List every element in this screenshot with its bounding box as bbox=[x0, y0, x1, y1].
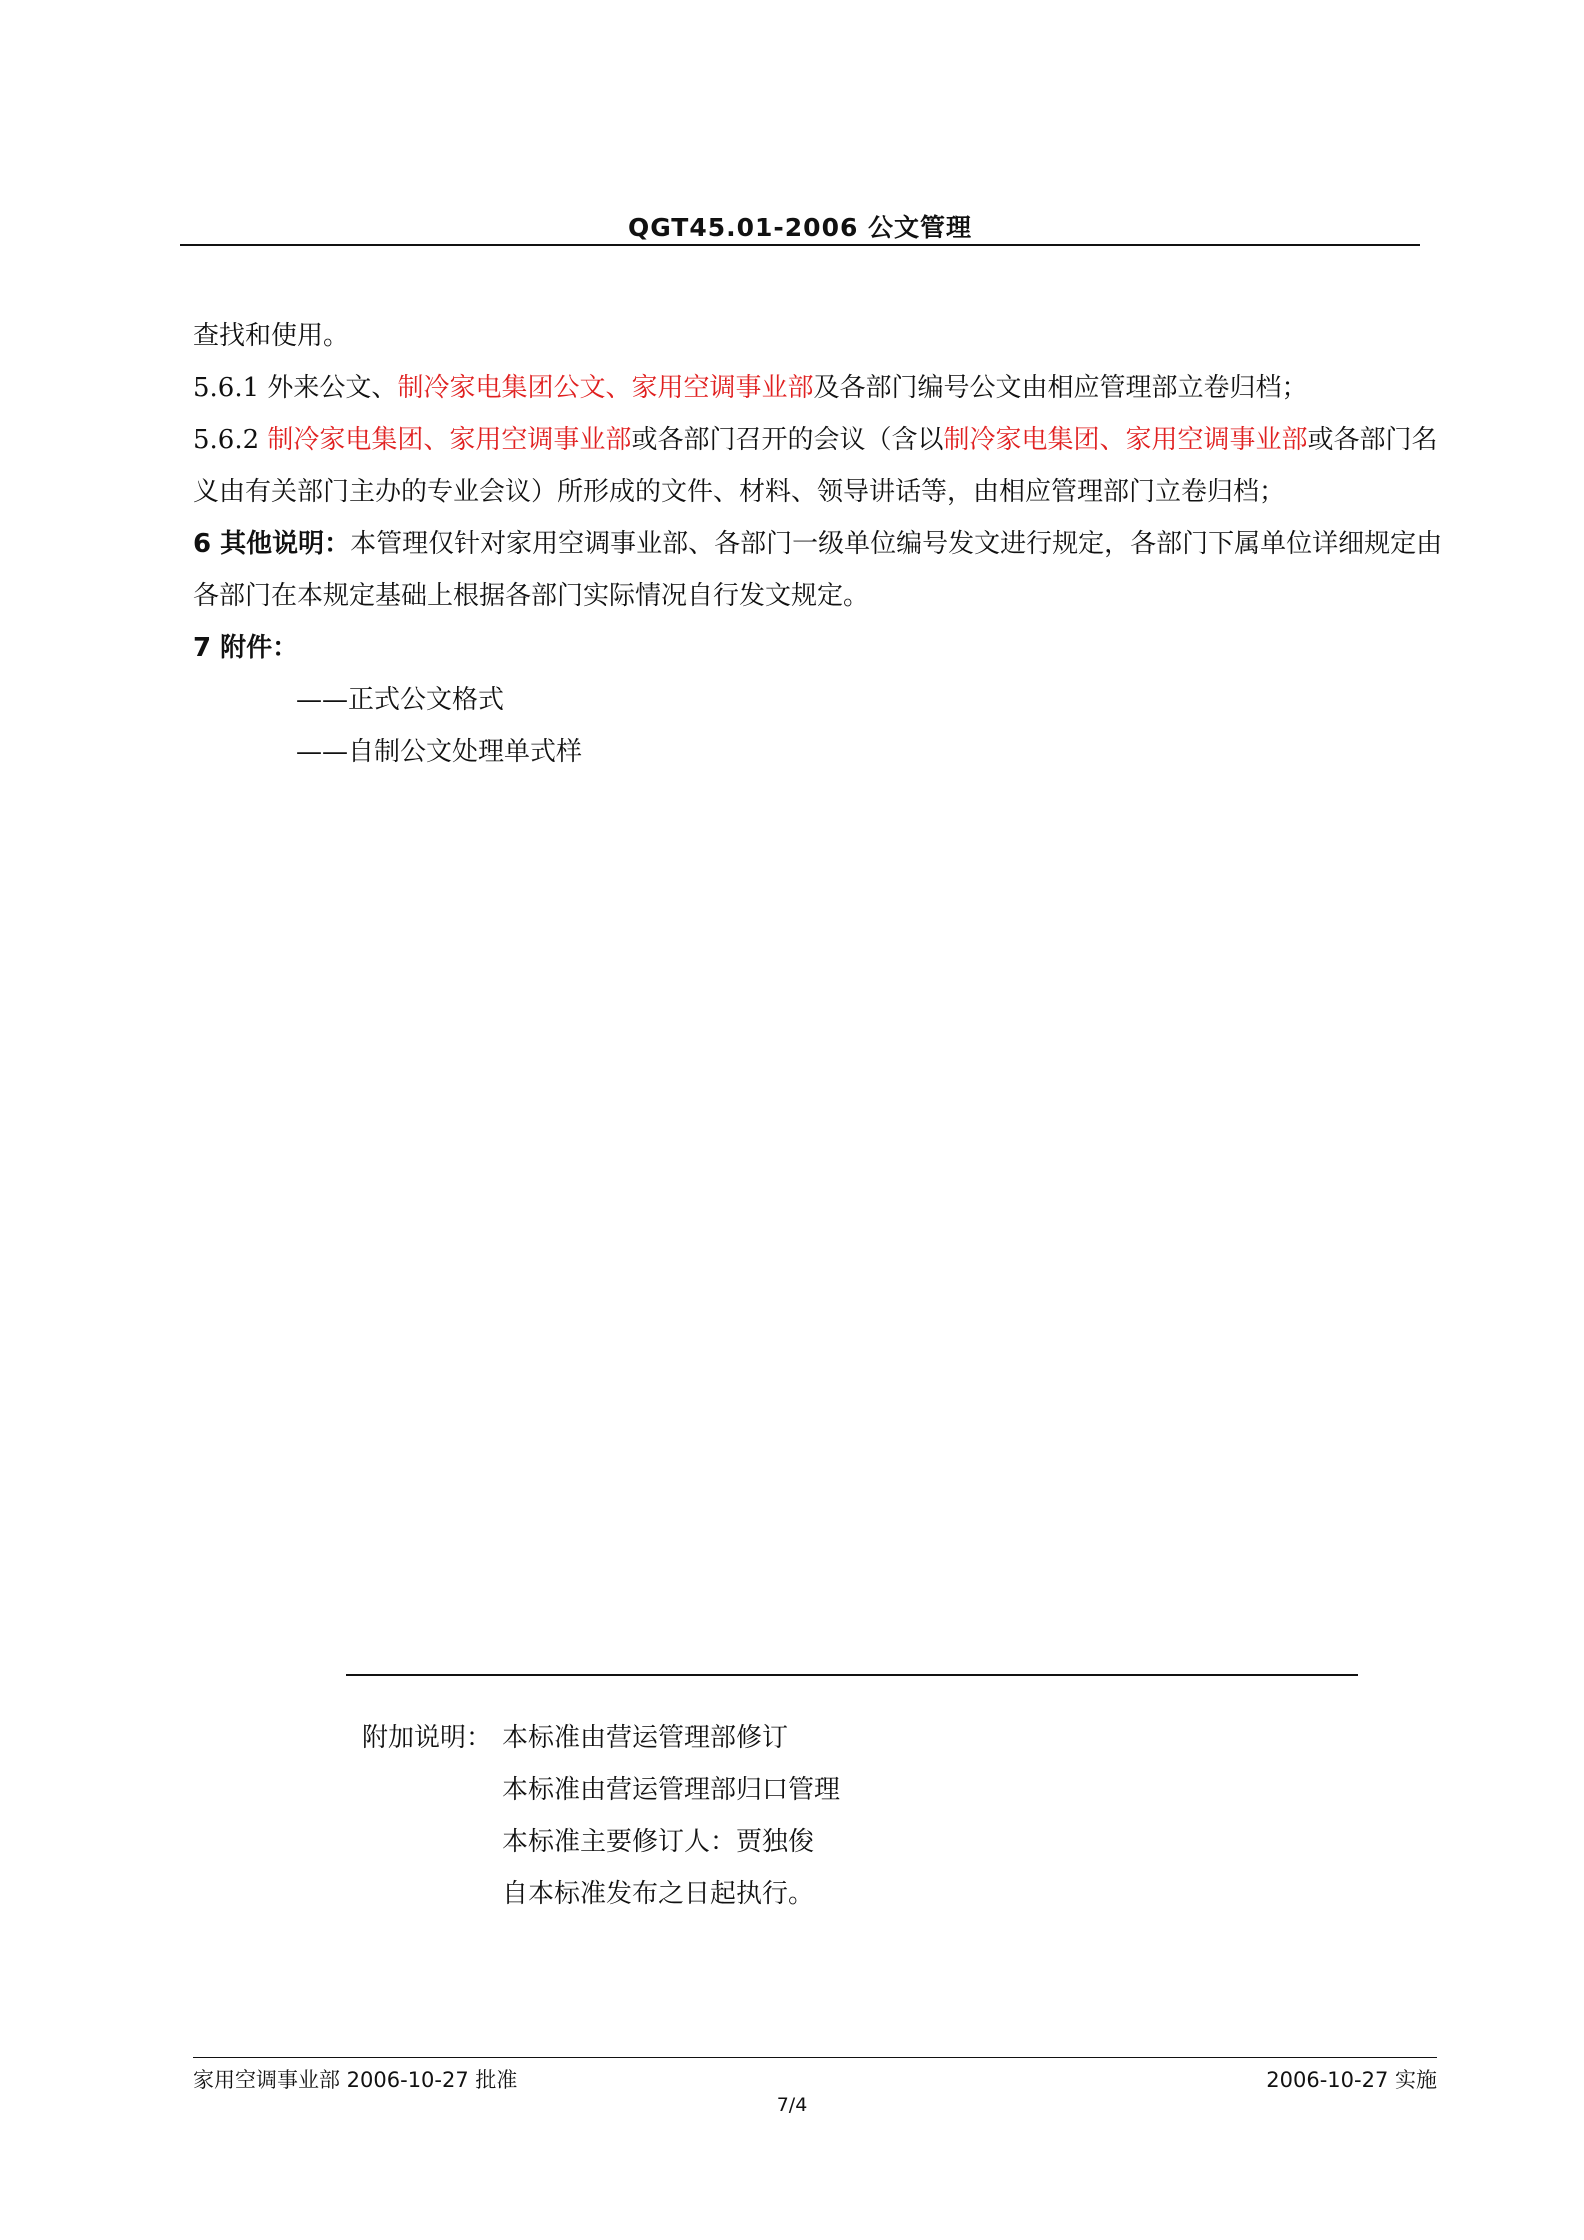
highlighted-text: 制冷家电集团公文、家用空调事业部 bbox=[397, 373, 814, 403]
section-6-other-notes bbox=[193, 518, 1443, 622]
clause-text-b: 及各部门编号公文由相应管理部立卷归档； bbox=[813, 373, 1308, 403]
additional-notes bbox=[362, 1712, 840, 1920]
note-line: 本标准主要修订人：贾独俊 bbox=[502, 1827, 815, 1857]
header-rule bbox=[180, 244, 1420, 246]
note-label: 附加说明： bbox=[362, 1723, 493, 1753]
implementation-info: 2006-10-27 实施 bbox=[1266, 2068, 1437, 2092]
document-header: QGT45.01-2006 公文管理 bbox=[627, 213, 973, 242]
continuation-line: 查找和使用。 bbox=[193, 321, 350, 351]
note-line: 自本标准发布之日起执行。 bbox=[502, 1879, 815, 1909]
section-label: 7 附件： bbox=[193, 633, 299, 663]
clause-5-6-1 bbox=[193, 362, 1443, 414]
page-number: 7/4 bbox=[776, 2094, 808, 2116]
attachment-item: ——自制公文处理单式样 bbox=[296, 737, 583, 767]
footer-rule bbox=[193, 2057, 1437, 2058]
highlighted-text: 制冷家电集团、家用空调事业部 bbox=[267, 425, 632, 455]
clause-number: 5.6.2 bbox=[193, 425, 260, 455]
note-line: 本标准由营运管理部归口管理 bbox=[502, 1775, 841, 1805]
clause-text-b: 或各部门名义由有关部门主办的专业会议）所形成的文件、材料、领导讲话等，由相应管理部门立卷归档； bbox=[193, 425, 1438, 507]
note-rule bbox=[346, 1674, 1358, 1676]
document-body bbox=[193, 310, 1443, 778]
attachment-item: ——正式公文格式 bbox=[296, 685, 505, 715]
clause-number: 5.6.1 bbox=[193, 373, 260, 403]
section-label: 6 其他说明： bbox=[193, 529, 351, 559]
note-line: 本标准由营运管理部修订 bbox=[502, 1723, 789, 1753]
section-text: 本管理仅针对家用空调事业部、各部门一级单位编号发文进行规定，各部门下属单位详细规定由各部门在本规定基础上根据各部门实际情况自行发文规定。 bbox=[193, 529, 1443, 611]
clause-5-6-2 bbox=[193, 414, 1443, 518]
clause-text-a: 外来公文、 bbox=[267, 373, 398, 403]
approval-info: 家用空调事业部 2006-10-27 批准 bbox=[193, 2068, 518, 2092]
clause-text-a: 或各部门召开的会议（含以 bbox=[631, 425, 944, 455]
section-7-attachments bbox=[193, 622, 1443, 674]
highlighted-text: 制冷家电集团、家用空调事业部 bbox=[943, 425, 1308, 455]
